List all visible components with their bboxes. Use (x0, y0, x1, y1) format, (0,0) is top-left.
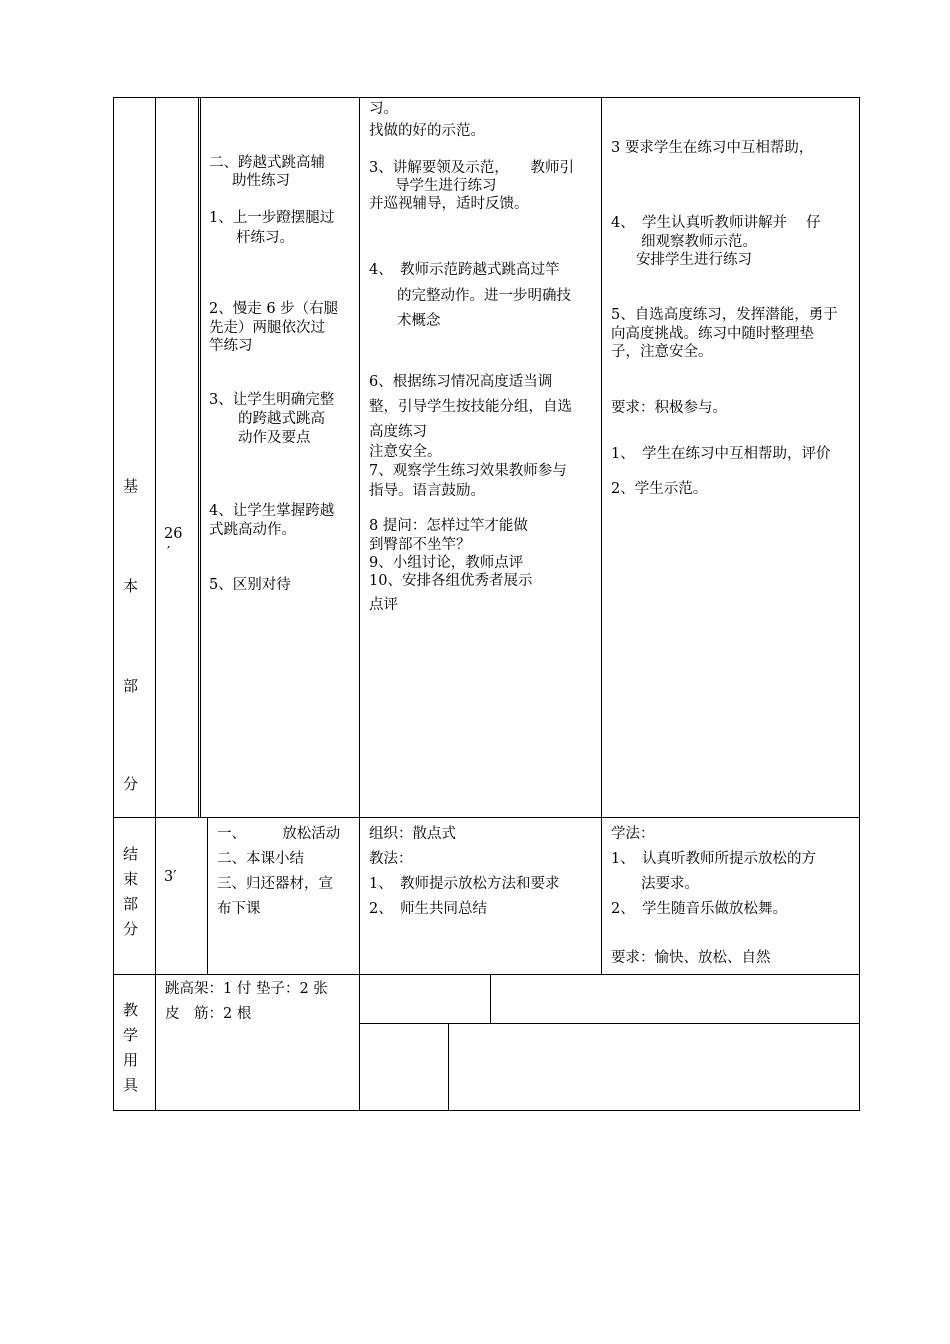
basic-student-line: 细观察教师示范。 (641, 234, 757, 250)
ending-teacher-line: 2、 师生共同总结 (369, 901, 487, 917)
ending-teacher-line: 教法： (369, 851, 413, 867)
col-divider-label (155, 97, 156, 1111)
basic-student-line: 4、 学生认真听教师讲解并 仔 (611, 215, 821, 231)
basic-content-line: 4、让学生掌握跨越 (209, 503, 335, 519)
basic-teacher-line: 8 提问：怎样过竿才能做 (369, 518, 528, 534)
basic-teacher-line: 术概念 (397, 313, 441, 329)
basic-teacher-line: 4、 教师示范跨越式跳高过竿 (369, 262, 560, 278)
table-border-left (113, 97, 114, 1111)
equipment-section-label-3: 具 (123, 1076, 139, 1094)
table-border-bottom (113, 1110, 860, 1111)
basic-teacher-line: 到臀部不坐竿？ (369, 537, 471, 553)
basic-content-line: 二、跨越式跳高辅 (209, 155, 325, 171)
basic-time-unit: ′ (167, 545, 171, 561)
ending-time: 3′ (164, 869, 177, 885)
ending-content-line: 一、 放松活动 (217, 826, 341, 842)
basic-content-line: 动作及要点 (238, 430, 311, 446)
col-divider-time-basic-b (200, 97, 201, 818)
col-divider-teacher (601, 97, 602, 975)
basic-student-line: 向高度挑战。练习中随时整理垫 (611, 326, 814, 342)
basic-student-line: 2、学生示范。 (611, 481, 708, 497)
basic-teacher-line: 习。 (369, 101, 398, 117)
basic-teacher-line: 整，引导学生按技能分组，自选 (369, 399, 572, 415)
equipment-divider-lower (448, 1023, 449, 1111)
basic-content-line: 杆练习。 (236, 230, 294, 246)
basic-teacher-line: 10、安排各组优秀者展示 (369, 573, 533, 589)
row-divider-basic-ending (113, 817, 860, 818)
basic-teacher-line: 导学生进行练习 (395, 178, 497, 194)
equipment-section-label-0: 教 (123, 1001, 139, 1019)
basic-content-line: 2、慢走 6 步（右腿 (209, 301, 339, 317)
ending-content-line: 三、归还器材，宣 (217, 876, 333, 892)
basic-time: 26 (164, 526, 183, 542)
basic-section-label-0: 基 (123, 477, 139, 495)
basic-content-line: 助性练习 (232, 173, 290, 189)
basic-student-line: 子，注意安全。 (611, 344, 713, 360)
basic-student-line: 要求：积极参与。 (611, 400, 727, 416)
equipment-inner-divider (359, 1023, 860, 1024)
col-divider-time-basic-a (198, 97, 199, 818)
basic-teacher-line: 3、讲解要领及示范， 教师引 (369, 160, 574, 176)
equipment-section-label-1: 学 (123, 1026, 139, 1044)
ending-section-label-0: 结 (123, 845, 139, 863)
ending-student-line: 2、 学生随音乐做放松舞。 (611, 901, 787, 917)
equipment-item: 跳高架：1 付 垫子：2 张 (165, 981, 328, 997)
table-border-top (113, 97, 860, 98)
basic-content-line: 1、上一步蹬摆腿过 (209, 210, 335, 226)
basic-teacher-line: 9、小组讨论，教师点评 (369, 555, 524, 571)
basic-teacher-line: 高度练习 (369, 424, 427, 440)
col-divider-time-ending (207, 817, 208, 975)
basic-teacher-line: 的完整动作。进一步明确技 (397, 288, 571, 304)
ending-teacher-line: 1、 教师提示放松方法和要求 (369, 876, 560, 892)
ending-student-line: 学法： (611, 826, 655, 842)
basic-teacher-line: 7、观察学生练习效果教师参与 (369, 463, 567, 479)
basic-teacher-line: 找做的好的示范。 (369, 123, 485, 139)
basic-teacher-line: 指导。语言鼓励。 (369, 483, 485, 499)
basic-section-label-2: 部 (123, 677, 139, 695)
basic-content-line: 式跳高动作。 (209, 522, 296, 538)
ending-content-line: 二、本课小结 (217, 851, 304, 867)
ending-student-line: 要求：愉快、放松、自然 (611, 950, 771, 966)
basic-teacher-line: 并巡视辅导，适时反馈。 (369, 196, 529, 212)
basic-student-line: 5、自选高度练习，发挥潜能，勇于 (611, 307, 838, 323)
basic-content-line: 竿练习 (209, 338, 253, 354)
ending-student-line: 1、 认真听教师所提示放松的方 (611, 851, 816, 867)
ending-section-label-2: 部 (123, 895, 139, 913)
basic-content-line: 3、让学生明确完整 (209, 392, 335, 408)
basic-content-line: 5、区别对待 (209, 577, 291, 593)
basic-student-line: 1、 学生在练习中互相帮助，评价 (611, 446, 831, 462)
col-divider-content (359, 97, 360, 1111)
basic-content-line: 先走）两腿依次过 (209, 320, 325, 336)
basic-section-label-1: 本 (123, 577, 139, 595)
row-divider-ending-equipment (113, 974, 860, 975)
basic-section-label-3: 分 (123, 775, 139, 793)
ending-student-line: 法要求。 (641, 876, 699, 892)
basic-teacher-line: 注意安全。 (369, 444, 442, 460)
basic-content-line: 的跨越式跳高 (238, 411, 325, 427)
ending-section-label-3: 分 (123, 920, 139, 938)
table-border-right (859, 97, 860, 1111)
ending-content-line: 布下课 (217, 901, 261, 917)
equipment-item: 皮 筋：2 根 (165, 1006, 252, 1022)
basic-student-line: 3 要求学生在练习中互相帮助， (611, 140, 814, 156)
equipment-divider-upper (490, 974, 491, 1024)
basic-teacher-line: 6、根据练习情况高度适当调 (369, 374, 553, 390)
ending-section-label-1: 束 (123, 870, 139, 888)
ending-teacher-line: 组织：散点式 (369, 826, 456, 842)
basic-student-line: 安排学生进行练习 (636, 252, 752, 268)
equipment-section-label-2: 用 (123, 1051, 139, 1069)
basic-teacher-line: 点评 (369, 597, 398, 613)
